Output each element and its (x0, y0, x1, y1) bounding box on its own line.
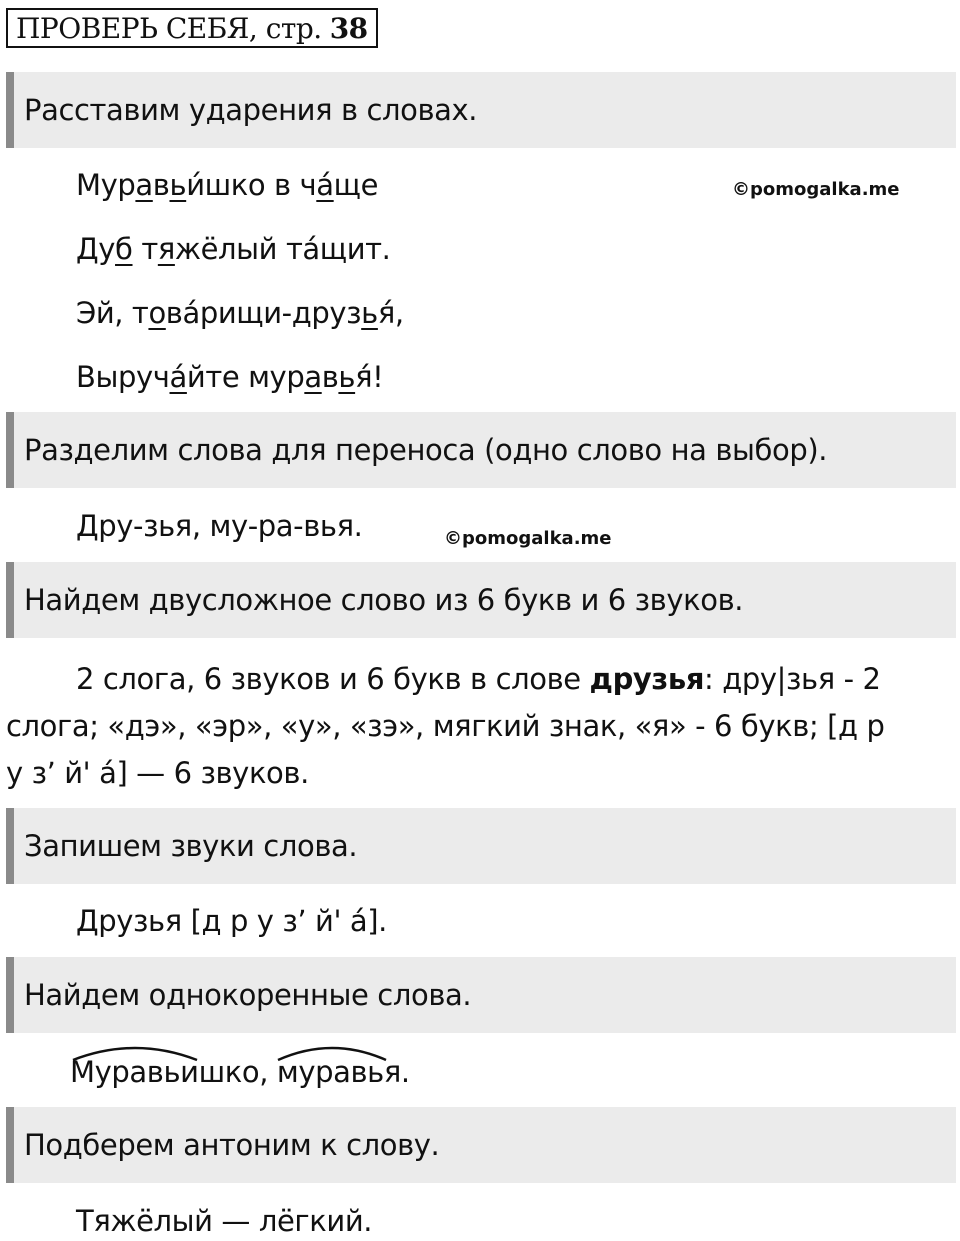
section-heading-same-root: Найдем однокоренные слова. (6, 957, 956, 1033)
root-mark: уравь (95, 1058, 181, 1087)
section-heading-sounds: Запишем звуки слова. (6, 808, 956, 884)
section-heading-syllables: Найдем двусложное слово из 6 букв и 6 звуков. (6, 562, 956, 638)
poem-line-1: Муравьи́шко в ча́ще (76, 168, 379, 202)
watermark: ©pomogalka.me (444, 528, 612, 549)
section-heading-hyphenation: Разделим слова для переноса (одно слово на выбор). (6, 412, 956, 488)
answer-hyphenation: Дру-зья, му-ра-вья. (76, 509, 363, 543)
page-number: 38 (329, 11, 368, 45)
answer-antonym: Тяжёлый — лёгкий. (76, 1204, 373, 1238)
section-heading-antonym: Подберем антоним к слову. (6, 1107, 956, 1183)
poem-line-2: Дуб тяжёлый та́щит. (76, 232, 391, 266)
watermark: ©pomogalka.me (732, 179, 900, 200)
poem-line-3: Эй, това́рищи-друзья́, (76, 296, 404, 330)
root-mark: уравь (298, 1058, 384, 1087)
answer-syllables: 2 слога, 6 звуков и 6 букв в слове друзья: дру|зья - 2 слога; «дэ», «эр», «у», «зэ», мягкий знак, «я» - 6 букв; [д р у з’ й' а́] — 6 звуков. (6, 662, 885, 790)
page-title (6, 8, 378, 48)
answer-sounds: Друзья [д р у з’ й' а́]. (76, 904, 387, 938)
section-heading-stress: Расставим ударения в словах. (6, 72, 956, 148)
poem-line-4: Выруча́йте муравья́! (76, 360, 384, 394)
answer-same-root: М уравьишко, м уравья. (70, 1058, 410, 1087)
title-text: ПРОВЕРЬ СЕБЯ, стр. (16, 11, 322, 45)
